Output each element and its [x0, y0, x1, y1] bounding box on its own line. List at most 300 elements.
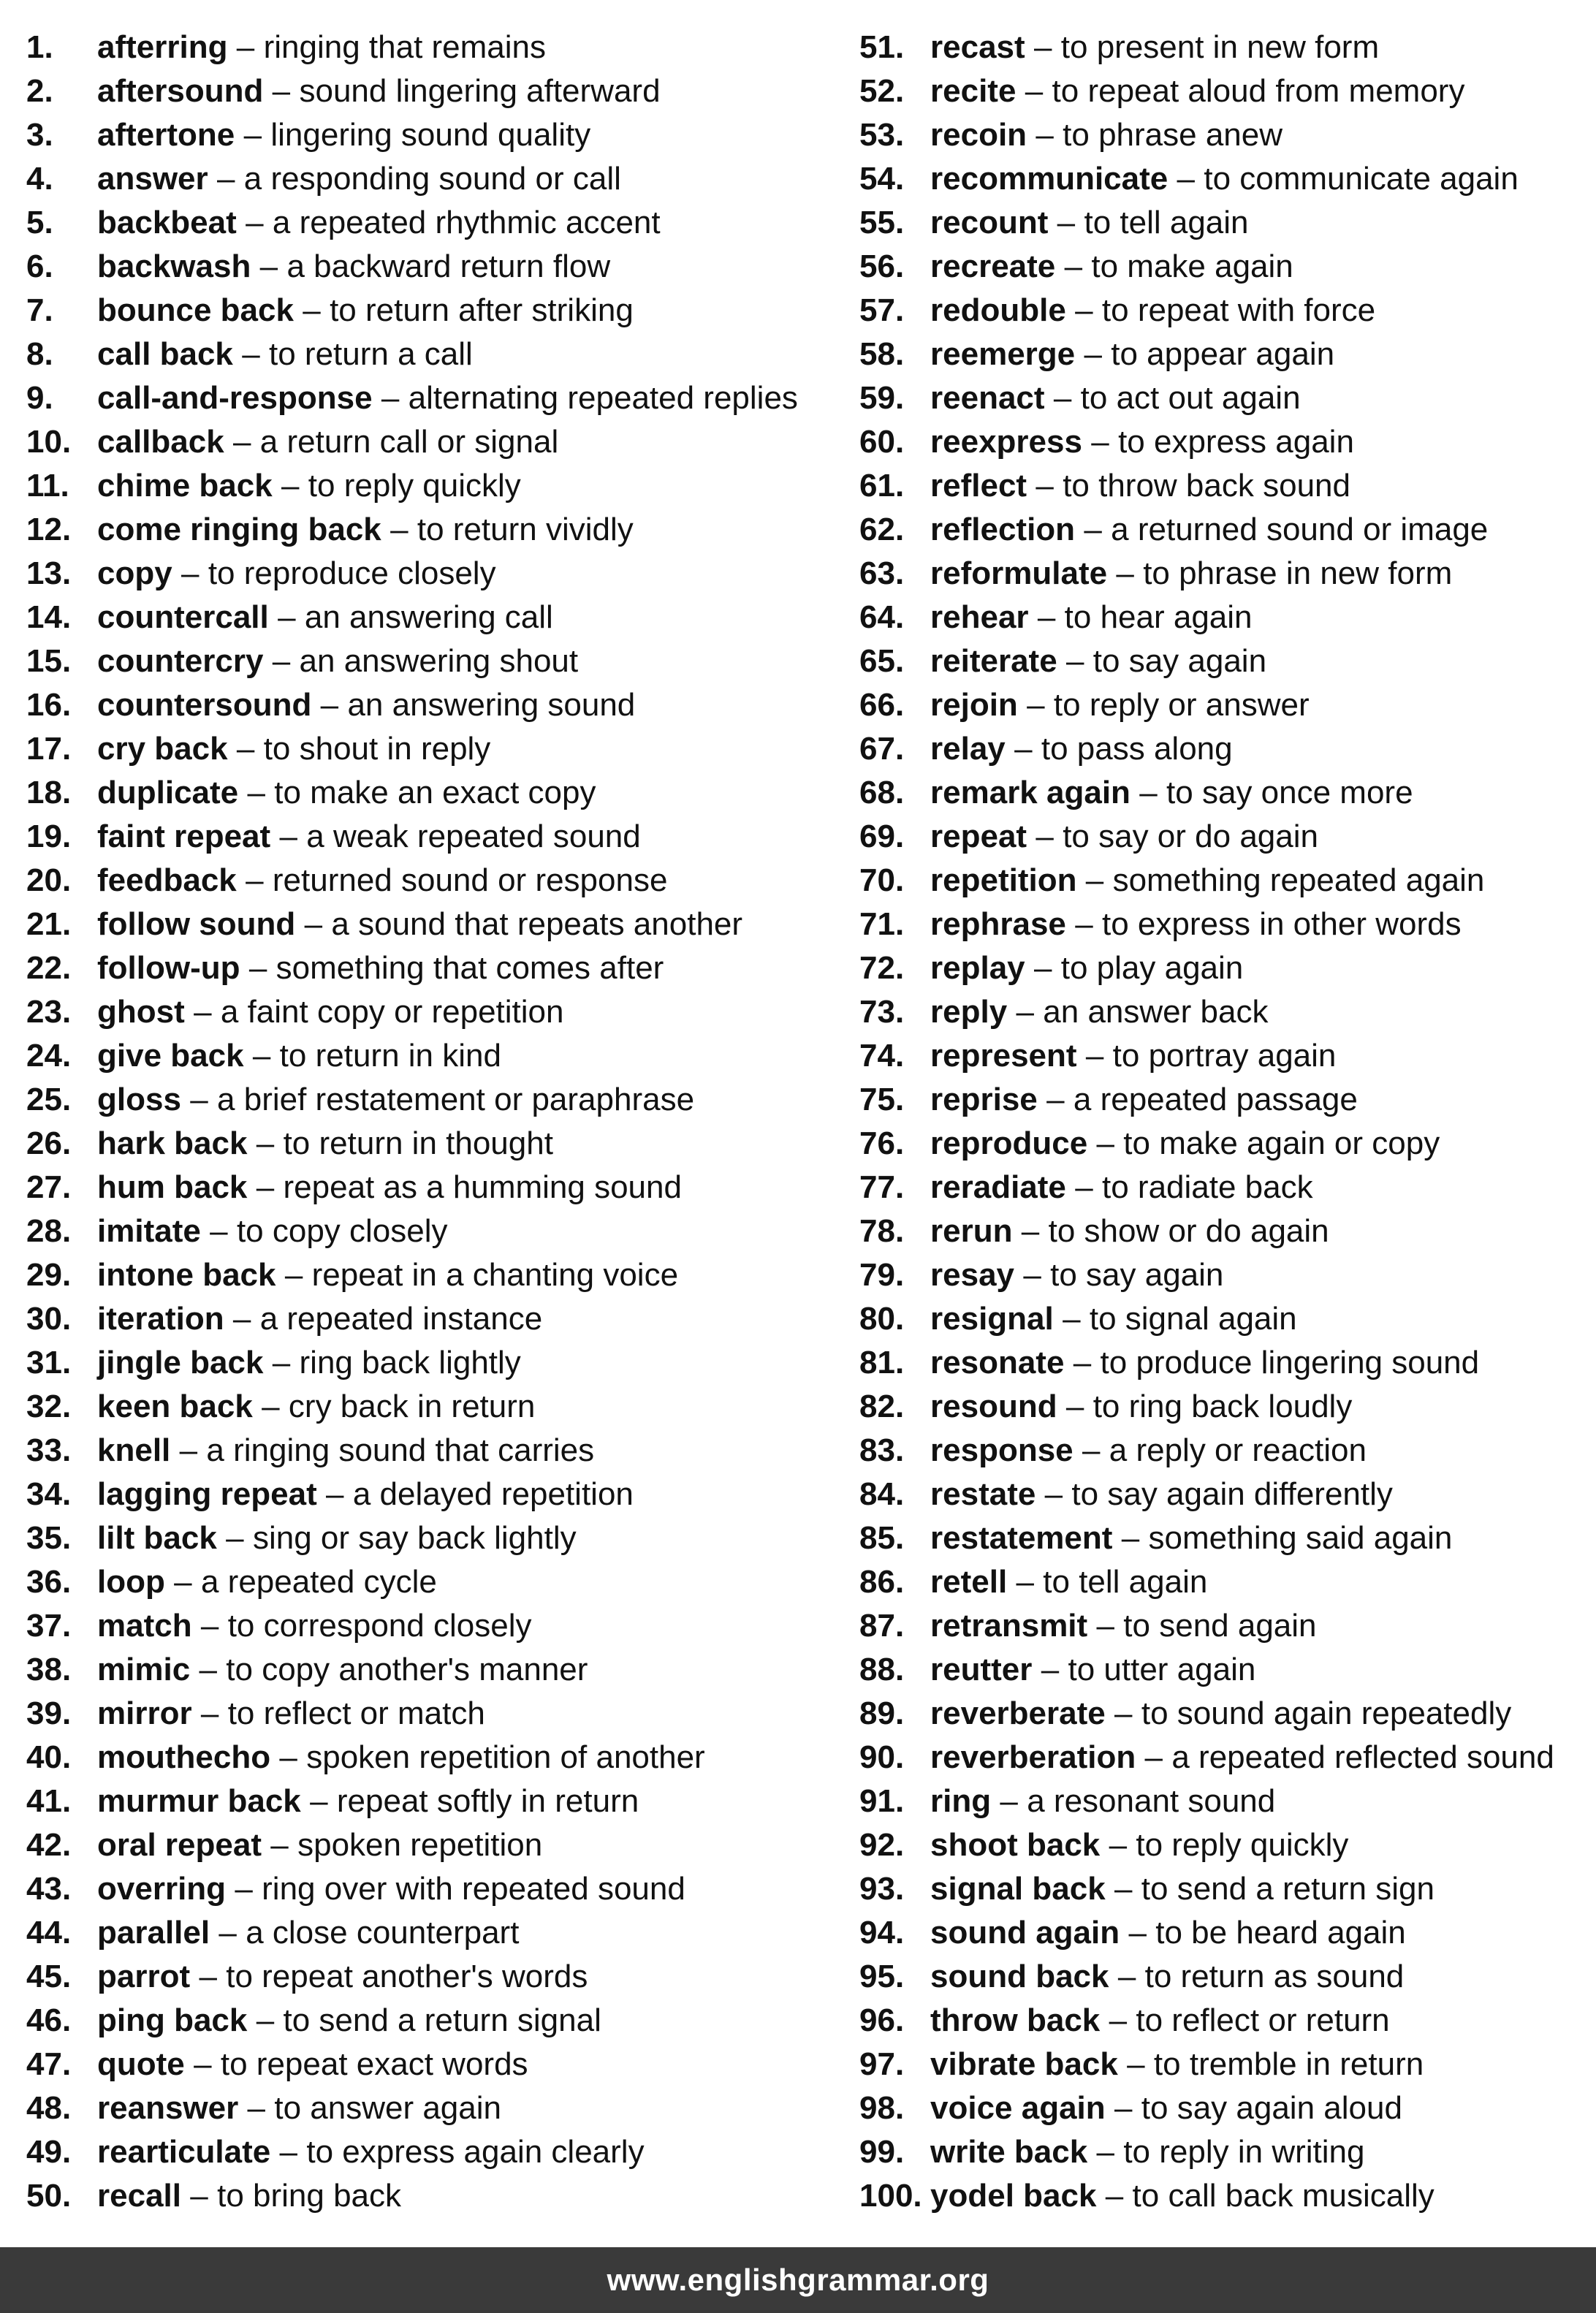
list-item: [26, 464, 845, 508]
list-item: [26, 69, 845, 113]
item-separator: –: [1096, 1608, 1114, 1644]
list-item: [859, 990, 1596, 1034]
list-item: [26, 990, 845, 1034]
item-term: call-and-response: [97, 380, 373, 416]
item-definition: an answer back: [1043, 994, 1269, 1030]
item-term: redouble: [930, 292, 1066, 328]
item-separator: –: [1027, 687, 1045, 723]
list-item: [26, 2174, 845, 2218]
item-separator: –: [278, 599, 296, 635]
item-separator: –: [281, 468, 300, 504]
item-term: reverberate: [930, 1695, 1106, 1731]
item-separator: –: [226, 1520, 244, 1556]
item-definition: cry back in return: [288, 1389, 536, 1424]
item-definition: spoken repetition: [297, 1827, 543, 1863]
item-number: 94.: [859, 1915, 905, 1951]
item-term: backbeat: [97, 205, 237, 240]
item-number: 64.: [859, 599, 905, 635]
item-term: match: [97, 1608, 192, 1644]
item-definition: a repeated rhythmic accent: [272, 205, 661, 240]
list-item: [26, 552, 845, 596]
list-item: [26, 1999, 845, 2043]
item-term: lilt back: [97, 1520, 217, 1556]
item-separator: –: [320, 687, 339, 723]
item-number: 34.: [26, 1476, 72, 1512]
item-definition: to hear again: [1064, 599, 1253, 635]
item-definition: to send a return sign: [1141, 1871, 1434, 1907]
list-item: [859, 69, 1596, 113]
item-number: 87.: [859, 1608, 905, 1644]
item-separator: –: [243, 117, 262, 153]
item-term: rejoin: [930, 687, 1018, 723]
item-number: 9.: [26, 380, 53, 416]
item-definition: to sound again repeatedly: [1141, 1695, 1512, 1731]
item-number: 20.: [26, 862, 72, 898]
item-number: 11.: [26, 468, 69, 504]
item-separator: –: [1023, 1257, 1041, 1293]
item-separator: –: [262, 1389, 280, 1424]
item-term: rephrase: [930, 906, 1066, 942]
right-column: [859, 26, 1596, 2218]
item-separator: –: [194, 2046, 212, 2082]
item-separator: –: [256, 2002, 275, 2038]
item-definition: to answer again: [274, 2090, 501, 2126]
item-definition: to say again: [1092, 643, 1267, 679]
item-definition: to present in new form: [1060, 29, 1380, 65]
item-separator: –: [1041, 1652, 1060, 1687]
item-definition: to return vividly: [417, 512, 634, 547]
item-number: 82.: [859, 1389, 905, 1424]
item-separator: –: [1037, 599, 1056, 635]
item-separator: –: [1025, 73, 1044, 109]
item-separator: –: [200, 1695, 219, 1731]
item-definition: to throw back sound: [1063, 468, 1350, 504]
item-definition: to be heard again: [1155, 1915, 1406, 1951]
item-separator: –: [326, 1476, 344, 1512]
item-separator: –: [1065, 643, 1084, 679]
list-item: [26, 1341, 845, 1385]
list-item: [859, 552, 1596, 596]
item-definition: a weak repeated sound: [306, 819, 641, 854]
item-term: repetition: [930, 862, 1077, 898]
footer-url[interactable]: www.englishgrammar.org: [607, 2263, 989, 2297]
list-item: [26, 289, 845, 333]
item-definition: to make again: [1091, 248, 1293, 284]
item-term: replay: [930, 950, 1025, 986]
item-definition: to produce lingering sound: [1100, 1345, 1480, 1380]
item-definition: to make again or copy: [1123, 1125, 1440, 1161]
item-number: 95.: [859, 1959, 905, 1994]
list-item: [859, 1823, 1596, 1867]
list-item: [859, 464, 1596, 508]
list-item: [26, 1385, 845, 1429]
item-term: reproduce: [930, 1125, 1088, 1161]
item-number: 4.: [26, 161, 53, 197]
list-item: [26, 201, 845, 245]
item-term: countersound: [97, 687, 312, 723]
list-item: [859, 946, 1596, 990]
item-number: 35.: [26, 1520, 72, 1556]
item-term: jingle back: [97, 1345, 264, 1380]
list-item: [859, 1209, 1596, 1253]
item-separator: –: [256, 1125, 275, 1161]
item-number: 89.: [859, 1695, 905, 1731]
item-number: 78.: [859, 1213, 905, 1249]
item-term: give back: [97, 1038, 244, 1074]
item-separator: –: [181, 555, 200, 591]
item-definition: to return in kind: [279, 1038, 501, 1074]
item-definition: an answering shout: [299, 643, 579, 679]
list-item: [859, 1166, 1596, 1209]
item-term: throw back: [930, 2002, 1101, 2038]
item-definition: to copy another's manner: [226, 1652, 588, 1687]
item-definition: sing or say back lightly: [252, 1520, 577, 1556]
item-number: 7.: [26, 292, 53, 328]
item-number: 85.: [859, 1520, 905, 1556]
item-term: iteration: [97, 1301, 224, 1337]
item-separator: –: [235, 1871, 253, 1907]
item-definition: to say again aloud: [1141, 2090, 1402, 2126]
item-definition: a reply or reaction: [1109, 1432, 1367, 1468]
item-number: 8.: [26, 336, 53, 372]
item-separator: –: [1116, 555, 1134, 591]
list-item: [859, 1911, 1596, 1955]
list-item: [26, 1166, 845, 1209]
item-definition: ringing that remains: [263, 29, 547, 65]
item-term: reply: [930, 994, 1008, 1030]
item-term: ping back: [97, 2002, 248, 2038]
item-separator: –: [190, 1082, 208, 1117]
item-separator: –: [1065, 1389, 1084, 1424]
item-definition: to appear again: [1111, 336, 1335, 372]
item-term: answer: [97, 161, 208, 197]
list-item: [26, 771, 845, 815]
list-item: [26, 245, 845, 289]
item-separator: –: [246, 862, 264, 898]
item-definition: to repeat aloud from memory: [1052, 73, 1465, 109]
item-definition: to shout in reply: [263, 731, 491, 767]
list-item: [859, 26, 1596, 69]
item-term: lagging repeat: [97, 1476, 317, 1512]
item-separator: –: [246, 205, 264, 240]
item-number: 81.: [859, 1345, 905, 1380]
item-number: 18.: [26, 775, 72, 810]
item-definition: something said again: [1148, 1520, 1453, 1556]
item-separator: –: [259, 248, 278, 284]
item-definition: to act out again: [1080, 380, 1301, 416]
item-separator: –: [272, 643, 291, 679]
item-separator: –: [1016, 1564, 1034, 1600]
item-definition: to show or do again: [1048, 1213, 1329, 1249]
item-number: 96.: [859, 2002, 905, 2038]
item-number: 15.: [26, 643, 72, 679]
item-separator: –: [279, 2134, 298, 2170]
list-item: [26, 1560, 845, 1604]
item-term: feedback: [97, 862, 237, 898]
item-definition: ring back lightly: [299, 1345, 521, 1380]
item-separator: –: [1082, 1432, 1101, 1468]
list-item: [26, 2043, 845, 2086]
list-item: [26, 903, 845, 946]
item-definition: a return call or signal: [259, 424, 559, 460]
item-term: mouthecho: [97, 1739, 271, 1775]
item-number: 17.: [26, 731, 72, 767]
item-definition: to reply or answer: [1053, 687, 1310, 723]
list-item: [26, 1209, 845, 1253]
item-definition: to portray again: [1112, 1038, 1337, 1074]
item-separator: –: [1016, 994, 1034, 1030]
item-definition: to send a return signal: [283, 2002, 601, 2038]
item-number: 29.: [26, 1257, 72, 1293]
item-term: duplicate: [97, 775, 239, 810]
list-item: [859, 727, 1596, 771]
item-definition: returned sound or response: [272, 862, 668, 898]
item-term: countercall: [97, 599, 269, 635]
item-term: faint repeat: [97, 819, 271, 854]
item-term: aftersound: [97, 73, 264, 109]
list-item: [859, 859, 1596, 903]
item-separator: –: [174, 1564, 192, 1600]
list-item: [859, 1122, 1596, 1166]
item-number: 58.: [859, 336, 905, 372]
item-definition: something repeated again: [1112, 862, 1485, 898]
list-item: [859, 2130, 1596, 2174]
item-definition: an answering sound: [347, 687, 636, 723]
item-separator: –: [236, 731, 255, 767]
item-definition: a repeated cycle: [200, 1564, 437, 1600]
item-term: reformulate: [930, 555, 1108, 591]
item-term: reutter: [930, 1652, 1033, 1687]
item-number: 14.: [26, 599, 72, 635]
item-definition: to signal again: [1089, 1301, 1297, 1337]
item-number: 23.: [26, 994, 72, 1030]
item-term: oral repeat: [97, 1827, 262, 1863]
item-separator: –: [1085, 862, 1104, 898]
item-definition: a repeated reflected sound: [1171, 1739, 1554, 1775]
item-number: 26.: [26, 1125, 72, 1161]
list-item: [26, 1780, 845, 1823]
item-separator: –: [1144, 1739, 1163, 1775]
item-term: reemerge: [930, 336, 1076, 372]
item-definition: to correspond closely: [227, 1608, 532, 1644]
item-term: sound again: [930, 1915, 1120, 1951]
item-definition: to say once more: [1166, 775, 1413, 810]
list-item: [26, 1955, 845, 1999]
list-item: [859, 771, 1596, 815]
item-number: 71.: [859, 906, 905, 942]
item-term: ring: [930, 1783, 992, 1819]
item-definition: an answering call: [304, 599, 553, 635]
item-number: 67.: [859, 731, 905, 767]
item-number: 19.: [26, 819, 72, 854]
list-item: [859, 1780, 1596, 1823]
item-definition: lingering sound quality: [270, 117, 591, 153]
list-item: [859, 1341, 1596, 1385]
item-separator: –: [232, 1301, 251, 1337]
item-separator: –: [233, 424, 251, 460]
list-item: [26, 639, 845, 683]
list-item: [26, 815, 845, 859]
item-definition: to repeat exact words: [220, 2046, 528, 2082]
item-number: 99.: [859, 2134, 905, 2170]
item-separator: –: [279, 1739, 297, 1775]
item-term: overring: [97, 1871, 227, 1907]
item-term: represent: [930, 1038, 1077, 1074]
item-term: remark again: [930, 775, 1130, 810]
item-separator: –: [1117, 1959, 1136, 1994]
item-term: parallel: [97, 1915, 210, 1951]
list-item: [26, 1429, 845, 1473]
list-item: [859, 2174, 1596, 2218]
item-definition: a sound that repeats another: [331, 906, 743, 942]
item-number: 79.: [859, 1257, 905, 1293]
item-term: rerun: [930, 1213, 1013, 1249]
item-definition: to tell again: [1084, 205, 1249, 240]
list-item: [26, 2086, 845, 2130]
item-term: retransmit: [930, 1608, 1088, 1644]
item-definition: to reply quickly: [308, 468, 521, 504]
item-definition: to return in thought: [283, 1125, 553, 1161]
item-term: restatement: [930, 1520, 1113, 1556]
list-item: [859, 333, 1596, 376]
item-separator: –: [199, 1652, 217, 1687]
item-number: 91.: [859, 1783, 905, 1819]
item-separator: –: [1036, 117, 1054, 153]
item-separator: –: [1053, 380, 1072, 416]
item-separator: –: [1114, 2090, 1133, 2126]
list-item: [26, 1867, 845, 1911]
item-term: signal back: [930, 1871, 1106, 1907]
item-definition: to express again clearly: [306, 2134, 645, 2170]
item-term: reradiate: [930, 1169, 1066, 1205]
list-item: [26, 1473, 845, 1516]
item-definition: to communicate again: [1204, 161, 1519, 197]
item-separator: –: [381, 380, 400, 416]
item-term: reexpress: [930, 424, 1082, 460]
list-item: [859, 289, 1596, 333]
item-definition: alternating repeated replies: [408, 380, 798, 416]
item-separator: –: [304, 906, 323, 942]
item-definition: to radiate back: [1102, 1169, 1313, 1205]
list-item: [859, 1604, 1596, 1648]
item-number: 53.: [859, 117, 905, 153]
list-item: [859, 245, 1596, 289]
list-item: [859, 815, 1596, 859]
item-definition: repeat in a chanting voice: [311, 1257, 679, 1293]
item-definition: a faint copy or repetition: [220, 994, 564, 1030]
item-number: 57.: [859, 292, 905, 328]
item-separator: –: [1073, 1345, 1092, 1380]
item-definition: to return as sound: [1144, 1959, 1405, 1994]
list-item: [859, 1429, 1596, 1473]
item-separator: –: [284, 1257, 303, 1293]
item-number: 54.: [859, 161, 905, 197]
item-term: imitate: [97, 1213, 201, 1249]
list-item: [859, 2043, 1596, 2086]
item-term: mimic: [97, 1652, 191, 1687]
item-definition: a returned sound or image: [1111, 512, 1489, 547]
item-term: response: [930, 1432, 1074, 1468]
list-item: [26, 333, 845, 376]
list-item: [26, 1253, 845, 1297]
item-number: 52.: [859, 73, 905, 109]
item-term: recount: [930, 205, 1049, 240]
item-definition: a resonant sound: [1027, 1783, 1276, 1819]
item-term: sound back: [930, 1959, 1109, 1994]
item-number: 50.: [26, 2178, 72, 2214]
item-separator: –: [1114, 1871, 1133, 1907]
list-item: [26, 1297, 845, 1341]
item-definition: to reply quickly: [1136, 1827, 1349, 1863]
item-definition: to reply in writing: [1123, 2134, 1365, 2170]
item-definition: sound lingering afterward: [299, 73, 661, 109]
item-separator: –: [1114, 1695, 1133, 1731]
item-term: resignal: [930, 1301, 1054, 1337]
item-definition: to say or do again: [1063, 819, 1318, 854]
item-definition: a repeated passage: [1073, 1082, 1358, 1117]
item-separator: –: [1036, 819, 1054, 854]
item-number: 16.: [26, 687, 72, 723]
item-number: 6.: [26, 248, 53, 284]
item-number: 75.: [859, 1082, 905, 1117]
item-number: 37.: [26, 1608, 72, 1644]
item-definition: to express in other words: [1102, 906, 1462, 942]
item-number: 47.: [26, 2046, 72, 2082]
list-item: [859, 1999, 1596, 2043]
item-separator: –: [1177, 161, 1196, 197]
list-item: [859, 1692, 1596, 1736]
list-item: [26, 727, 845, 771]
item-number: 3.: [26, 117, 53, 153]
item-term: rehear: [930, 599, 1029, 635]
item-definition: something that comes after: [276, 950, 664, 986]
list-item: [26, 1122, 845, 1166]
item-separator: –: [194, 994, 212, 1030]
item-definition: a ringing sound that carries: [206, 1432, 595, 1468]
item-separator: –: [1063, 1301, 1081, 1337]
item-definition: to send again: [1123, 1608, 1317, 1644]
item-term: recall: [97, 2178, 181, 2214]
item-separator: –: [1109, 1827, 1128, 1863]
list-item: [859, 113, 1596, 157]
item-number: 32.: [26, 1389, 72, 1424]
item-definition: to tell again: [1043, 1564, 1208, 1600]
item-separator: –: [247, 775, 265, 810]
item-number: 80.: [859, 1301, 905, 1337]
list-item: [26, 1648, 845, 1692]
item-definition: a close counterpart: [246, 1915, 520, 1951]
item-number: 38.: [26, 1652, 72, 1687]
item-term: reanswer: [97, 2090, 239, 2126]
item-term: hark back: [97, 1125, 248, 1161]
item-number: 74.: [859, 1038, 905, 1074]
list-item: [26, 1034, 845, 1078]
item-term: intone back: [97, 1257, 276, 1293]
list-item: [26, 1078, 845, 1122]
item-separator: –: [279, 819, 297, 854]
item-term: restate: [930, 1476, 1036, 1512]
list-item: [859, 157, 1596, 201]
item-separator: –: [199, 1959, 217, 1994]
item-separator: –: [1128, 1915, 1147, 1951]
item-number: 2.: [26, 73, 53, 109]
item-term: cry back: [97, 731, 228, 767]
item-term: quote: [97, 2046, 185, 2082]
item-definition: to bring back: [217, 2178, 402, 2214]
list-item: [859, 1385, 1596, 1429]
item-number: 44.: [26, 1915, 72, 1951]
item-number: 72.: [859, 950, 905, 986]
